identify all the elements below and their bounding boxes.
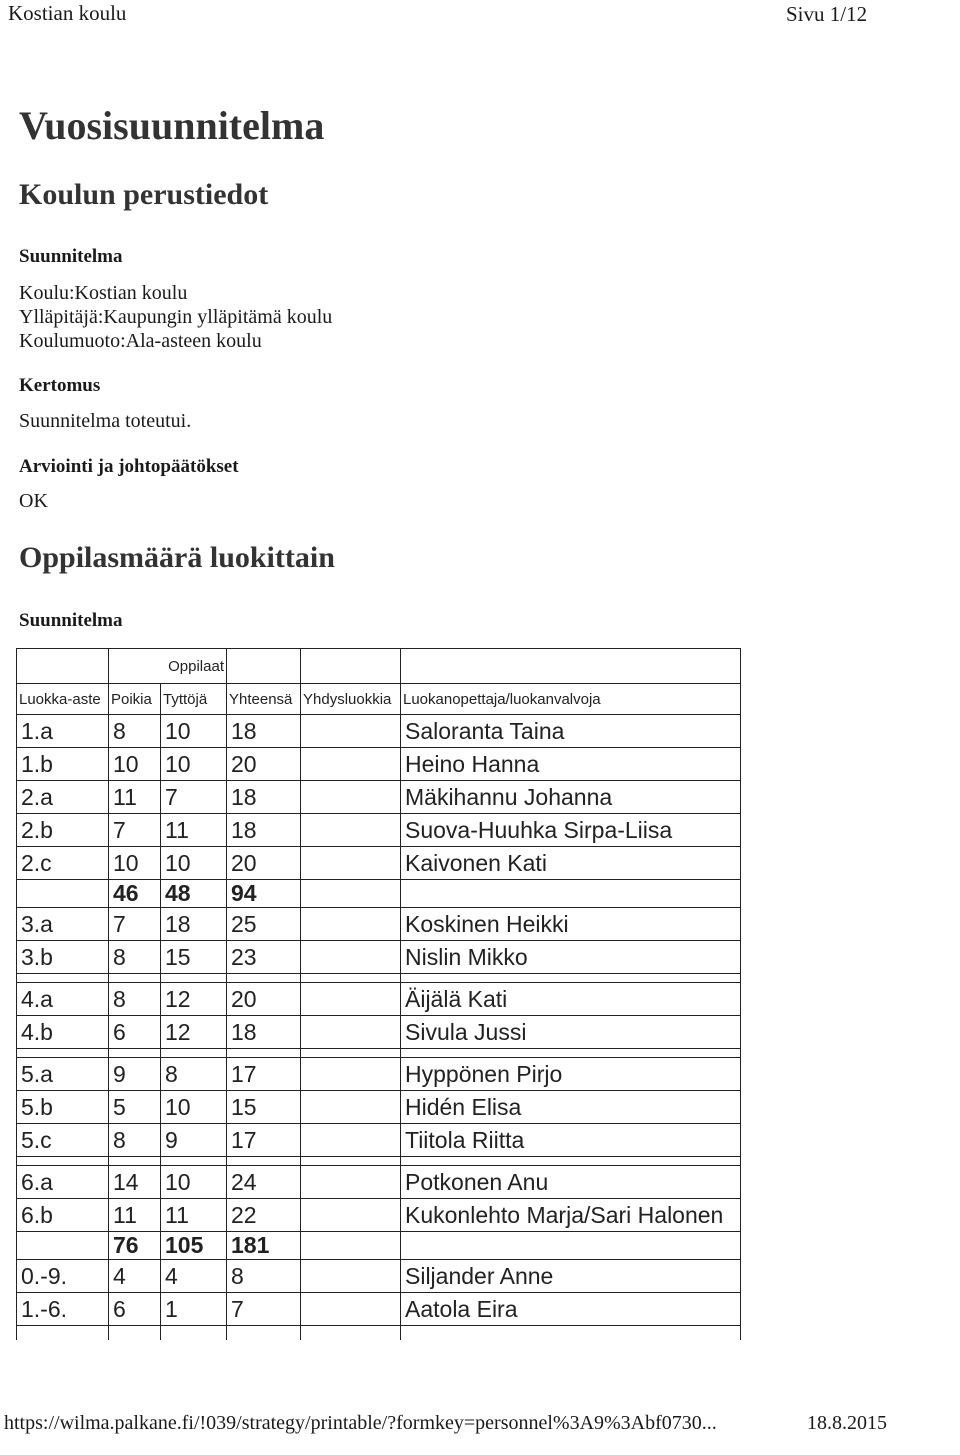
table-cell: Tiitola Riitta	[401, 1124, 741, 1157]
table-cell: 0.-9.	[17, 1260, 109, 1293]
student-count-table	[16, 648, 741, 1340]
table-cell: 76	[109, 1232, 161, 1260]
table-cell	[227, 1326, 301, 1341]
table-cell: Hidén Elisa	[401, 1091, 741, 1124]
table-cell: 48	[161, 880, 227, 908]
table-cell: 6	[109, 1016, 161, 1049]
table-cell	[301, 1199, 401, 1232]
table-cell	[301, 1293, 401, 1326]
table-cell: 15	[161, 941, 227, 974]
table-cell: Nislin Mikko	[401, 941, 741, 974]
page-footer-url: https://wilma.palkane.fi/!039/strategy/printable/?formkey=personnel%3A9%3Abf0730...	[4, 1412, 717, 1434]
table-group-header-row	[17, 649, 741, 684]
table-cell: 10	[161, 1166, 227, 1199]
table-cell: 9	[161, 1124, 227, 1157]
table-cell: 20	[227, 748, 301, 781]
table-cell: 1.-6.	[17, 1293, 109, 1326]
table-cell	[401, 880, 741, 908]
table-cell	[17, 880, 109, 908]
table-cell	[227, 974, 301, 983]
spacer-row	[17, 1326, 741, 1341]
table-cell	[17, 974, 109, 983]
group-header-students: Oppilaat	[109, 649, 227, 684]
table-cell	[301, 1326, 401, 1341]
table-row	[17, 1124, 741, 1157]
page-header-left: Kostian koulu	[8, 1, 127, 25]
table-cell	[301, 1260, 401, 1293]
table-cell: 7	[109, 814, 161, 847]
table-cell: 1.b	[17, 748, 109, 781]
column-header: Poikia	[109, 684, 161, 715]
table-cell	[161, 1049, 227, 1058]
table-cell: Koskinen Heikki	[401, 908, 741, 941]
table-cell: 6	[109, 1293, 161, 1326]
column-header: Luokanopettaja/luokanvalvoja	[401, 684, 741, 715]
story-text: Suunnitelma toteutui.	[19, 410, 192, 432]
table-row	[17, 1091, 741, 1124]
table-cell: 23	[227, 941, 301, 974]
table-cell	[227, 1049, 301, 1058]
table-cell: 20	[227, 847, 301, 880]
table-cell	[301, 1091, 401, 1124]
table-cell	[301, 847, 401, 880]
page-footer-date: 18.8.2015	[807, 1412, 887, 1434]
table-cell: Äijälä Kati	[401, 983, 741, 1016]
table-cell: 181	[227, 1232, 301, 1260]
table-cell: 10	[109, 847, 161, 880]
table-cell: 8	[227, 1260, 301, 1293]
table-cell: 7	[161, 781, 227, 814]
table-cell: Suova-Huuhka Sirpa-Liisa	[401, 814, 741, 847]
table-cell: 6.b	[17, 1199, 109, 1232]
table-cell	[17, 1049, 109, 1058]
table-row	[17, 781, 741, 814]
table-cell: 5.c	[17, 1124, 109, 1157]
table-cell	[109, 1326, 161, 1341]
plan-subheading: Suunnitelma	[19, 610, 123, 631]
table-cell: 8	[109, 715, 161, 748]
table-cell: 12	[161, 983, 227, 1016]
table-row	[17, 715, 741, 748]
table-cell	[401, 1157, 741, 1166]
table-cell	[17, 1157, 109, 1166]
spacer-row	[17, 1157, 741, 1166]
table-cell: Saloranta Taina	[401, 715, 741, 748]
info-line: Ylläpitäjä:Kaupungin ylläpitämä koulu	[19, 306, 333, 328]
table-cell: 7	[109, 908, 161, 941]
column-header: Yhdysluokkia	[301, 684, 401, 715]
table-cell: Kukonlehto Marja/Sari Halonen	[401, 1199, 741, 1232]
table-row	[17, 1293, 741, 1326]
table-cell	[109, 974, 161, 983]
table-cell	[227, 1157, 301, 1166]
table-cell	[301, 781, 401, 814]
table-cell: 5.a	[17, 1058, 109, 1091]
table-cell: 105	[161, 1232, 227, 1260]
table-cell: 15	[227, 1091, 301, 1124]
table-cell: 1.a	[17, 715, 109, 748]
table-cell: 17	[227, 1124, 301, 1157]
evaluation-subheading: Arviointi ja johtopäätökset	[19, 456, 239, 477]
table-cell: 18	[227, 814, 301, 847]
table-cell: 5	[109, 1091, 161, 1124]
table-cell	[401, 1326, 741, 1341]
table-cell: 22	[227, 1199, 301, 1232]
table-cell	[301, 1016, 401, 1049]
subtotal-row	[17, 1232, 741, 1260]
table-cell: 14	[109, 1166, 161, 1199]
table-cell	[17, 1232, 109, 1260]
table-cell: 11	[109, 781, 161, 814]
table-cell: 6.a	[17, 1166, 109, 1199]
table-cell	[109, 1157, 161, 1166]
table-row	[17, 814, 741, 847]
table-cell: 18	[227, 1016, 301, 1049]
table-cell: Mäkihannu Johanna	[401, 781, 741, 814]
table-cell: 8	[109, 941, 161, 974]
table-cell	[301, 1166, 401, 1199]
table-cell: 8	[109, 1124, 161, 1157]
table-cell: 25	[227, 908, 301, 941]
table-cell	[301, 983, 401, 1016]
section-heading-student-count: Oppilasmäärä luokittain	[19, 541, 335, 574]
table-cell	[17, 1326, 109, 1341]
table-cell	[301, 1157, 401, 1166]
table-cell	[301, 1049, 401, 1058]
table-cell: 8	[109, 983, 161, 1016]
table-cell: 11	[161, 814, 227, 847]
spacer-row	[17, 1049, 741, 1058]
table-row	[17, 908, 741, 941]
table-cell: 46	[109, 880, 161, 908]
table-cell	[161, 974, 227, 983]
table-cell: 4.a	[17, 983, 109, 1016]
page-title: Vuosisuunnitelma	[19, 103, 325, 148]
table-column-header-row	[17, 684, 741, 715]
table-cell	[301, 814, 401, 847]
table-cell: 8	[161, 1058, 227, 1091]
table-cell: Hyppönen Pirjo	[401, 1058, 741, 1091]
table-row	[17, 1260, 741, 1293]
table-cell: 10	[161, 748, 227, 781]
table-cell: 24	[227, 1166, 301, 1199]
table-cell: 18	[227, 715, 301, 748]
table-cell	[401, 1232, 741, 1260]
table-cell	[301, 880, 401, 908]
table-cell: 1	[161, 1293, 227, 1326]
table-cell	[301, 974, 401, 983]
table-cell	[301, 1124, 401, 1157]
table-cell: Heino Hanna	[401, 748, 741, 781]
table-row	[17, 983, 741, 1016]
evaluation-text: OK	[19, 490, 48, 512]
column-header: Tyttöjä	[161, 684, 227, 715]
table-cell: Sivula Jussi	[401, 1016, 741, 1049]
table-cell: 17	[227, 1058, 301, 1091]
table-cell	[301, 1058, 401, 1091]
table-row	[17, 941, 741, 974]
table-cell	[109, 1049, 161, 1058]
table-row	[17, 1058, 741, 1091]
table-cell: 4	[161, 1260, 227, 1293]
info-line: Koulu:Kostian koulu	[19, 282, 188, 304]
spacer-row	[17, 974, 741, 983]
table-cell	[161, 1157, 227, 1166]
page-number: Sivu 1/12	[786, 2, 868, 26]
table-row	[17, 1016, 741, 1049]
table-row	[17, 748, 741, 781]
table-cell: Siljander Anne	[401, 1260, 741, 1293]
table-cell: 4.b	[17, 1016, 109, 1049]
table-cell: Aatola Eira	[401, 1293, 741, 1326]
table-cell: 18	[161, 908, 227, 941]
section-heading-basic-info: Koulun perustiedot	[19, 178, 269, 211]
table-cell: 7	[227, 1293, 301, 1326]
table-cell: 10	[109, 748, 161, 781]
table-cell: 2.c	[17, 847, 109, 880]
table-cell: 4	[109, 1260, 161, 1293]
table-cell	[401, 1049, 741, 1058]
table-cell: 11	[109, 1199, 161, 1232]
table-cell	[301, 748, 401, 781]
table-cell	[161, 1326, 227, 1341]
table-cell: 10	[161, 847, 227, 880]
table-cell: 20	[227, 983, 301, 1016]
table-cell: 3.b	[17, 941, 109, 974]
table-cell	[301, 908, 401, 941]
table-cell: 2.a	[17, 781, 109, 814]
table-cell: Kaivonen Kati	[401, 847, 741, 880]
plan-subheading: Suunnitelma	[19, 246, 123, 267]
table-cell	[301, 715, 401, 748]
table-row	[17, 847, 741, 880]
table-cell: 11	[161, 1199, 227, 1232]
table-cell: 10	[161, 715, 227, 748]
table-cell: Potkonen Anu	[401, 1166, 741, 1199]
column-header: Yhteensä	[227, 684, 301, 715]
table-row	[17, 1199, 741, 1232]
table-cell: 3.a	[17, 908, 109, 941]
table-cell: 94	[227, 880, 301, 908]
story-subheading: Kertomus	[19, 375, 101, 396]
table-cell: 10	[161, 1091, 227, 1124]
table-cell	[301, 1232, 401, 1260]
info-line: Koulumuoto:Ala-asteen koulu	[19, 330, 262, 352]
table-cell: 5.b	[17, 1091, 109, 1124]
table-cell	[401, 974, 741, 983]
table-cell	[301, 941, 401, 974]
table-cell: 12	[161, 1016, 227, 1049]
table-cell: 18	[227, 781, 301, 814]
table-cell: 9	[109, 1058, 161, 1091]
column-header: Luokka-aste	[17, 684, 109, 715]
table-cell: 2.b	[17, 814, 109, 847]
table-row	[17, 1166, 741, 1199]
subtotal-row	[17, 880, 741, 908]
